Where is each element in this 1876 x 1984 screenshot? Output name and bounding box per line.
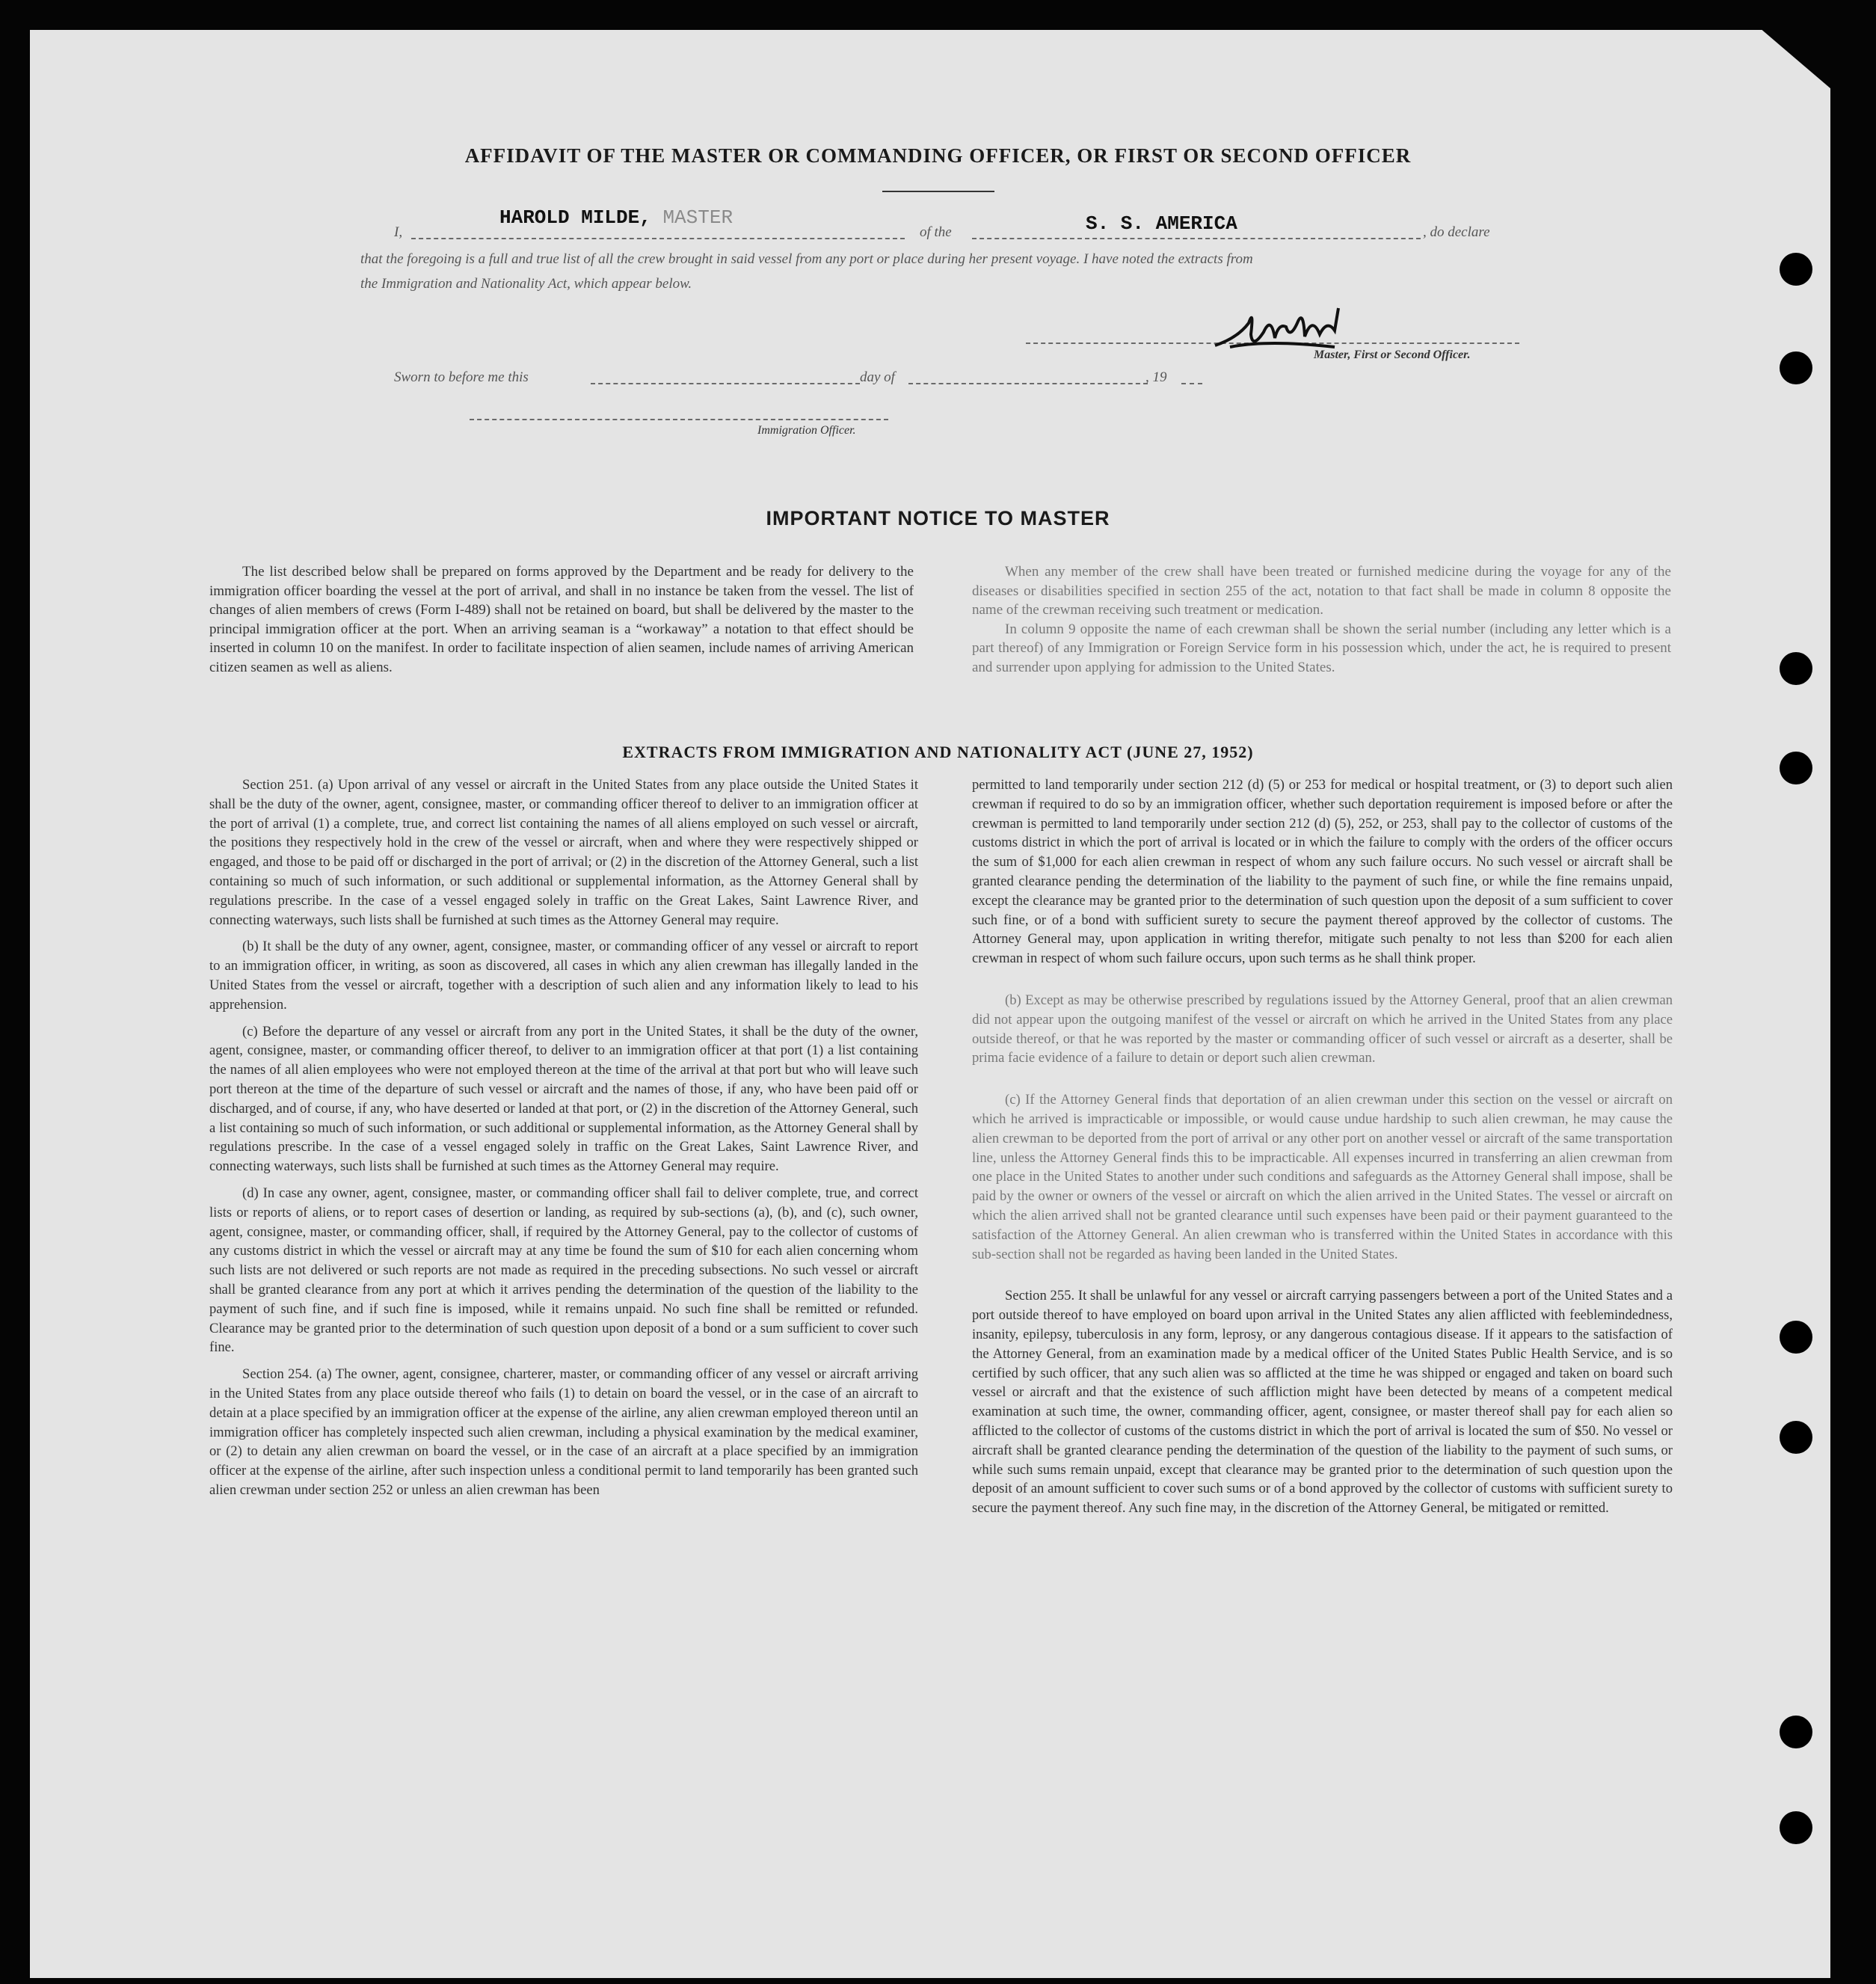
extract-paragraph: (c) If the Attorney General finds that deportation of an alien crewman under this section on the vessel or aircraft on which he arrived is impracticable or impossible, or would cause undue hardship to such alien crewman, he may cause the alien crewman to be deported from the port of arrival or any other port on another vessel or aircraft of the same transportation line, unless the Attorney General finds this to be impracticable. All expenses incurred in transferring an alien crewman from one place in the United States to another under such conditions and safeguards as the Attorney General shall impose, shall be paid by the owner or owners of the vessel or aircraft on which the alien arrived in the United States. The vessel or aircraft on which the alien arrived shall not be granted clearance until such expenses have been paid or their payment guaranteed to the satisfaction of the Attorney General. An alien crewman who is transferred within the United States in accordance with this sub-section shall not be regarded as having been landed in the United States. <box>972 1092 1673 1262</box>
notice-paragraph: The list described below shall be prepared on forms approved by the Department and be ready for delivery to the immigration officer boarding the vessel at the port of arrival, and shall in no instance be taken from the vessel. The list of changes of alien members of crews (Form I-489) shall not be retained on board, but shall be delivered by the master to the principal immigration officer at the port. When an arriving seaman is a “workaway” a notation to that effect should be inserted in column 10 on the manifest. In order to facilitate inspection of alien seamen, include names of arriving American citizen seamen as well as aliens. <box>209 564 914 675</box>
sworn-day-line <box>591 383 860 384</box>
title-rule <box>882 191 994 192</box>
punch-hole <box>1780 1321 1812 1354</box>
extracts-title: EXTRACTS FROM IMMIGRATION AND NATIONALITY ACT (JUNE 27, 1952) <box>622 743 1254 761</box>
declare-label: , do declare <box>1423 224 1490 240</box>
day-of-label: day of <box>860 369 895 385</box>
punch-hole <box>1780 652 1812 685</box>
extract-paragraph: (c) Before the departure of any vessel or aircraft from any port in the United States, it shall be the duty of the owner, agent, consignee, master, or commanding officer thereof, to deliver to an immigration officer at that port (1) a list containing the names of all alien employees who were not employed thereon at the time of the arrival at that port but who will leave such port thereon at the time of the departure of such vessel or aircraft and the names of those, if any, who have been paid off or discharged, and of course, if any, who have deserted or landed at that port, or (2) in the discretion of the Attorney General, such a list containing so much of such information, or such additional or supplemental information, as the Attorney General shall by regulations prescribe. In the case of a vessel engaged solely in traffic on the Great Lakes, Saint Lawrence River, and connecting waterways, such lists shall be furnished at such times as the Attorney General may require. <box>209 1023 918 1175</box>
extract-paragraph: Section 251. (a) Upon arrival of any vessel or aircraft in the United States from any place outside the United States it shall be the duty of the owner, agent, consignee, master, or commanding officer thereof to deliver to an immigration officer at the port of arrival (1) a complete, true, and correct list containing the names of all aliens employed on such vessel or aircraft, the positions they respectively hold in the crew of the vessel or aircraft, when and where they were respectively shipped or engaged, and those to be paid off or discharged in the port of arrival; or (2) in the discretion of the Attorney General, such a list containing so much of such information, or such additional or supplemental information, as the Attorney General shall by regulations prescribe. In the case of a vessel engaged solely in traffic on the Great Lakes, Saint Lawrence River, and connecting waterways, such lists shall be furnished at such times as the Attorney General may require. <box>209 777 918 928</box>
extract-paragraph: (b) It shall be the duty of any owner, agent, consignee, master, or commanding officer of any vessel or aircraft to report to an immigration officer, in writing, as soon as discovered, all cases in which any alien crewman has illegally landed in the United States from the vessel or aircraft, together with a description of such alien and any information likely to lead to his apprehension. <box>209 939 918 1013</box>
of-the-label: of the <box>920 224 952 240</box>
notice-title: IMPORTANT NOTICE TO MASTER <box>766 507 1110 529</box>
affidavit-title: AFFIDAVIT OF THE MASTER OR COMMANDING OFFICER, OR FIRST OR SECOND OFFICER <box>464 144 1412 167</box>
sworn-month-line <box>908 383 1148 384</box>
officer-caption: Immigration Officer. <box>757 424 856 437</box>
master-name-line <box>411 238 905 239</box>
vessel-name-line <box>972 238 1421 239</box>
master-rank: MASTER <box>662 206 734 229</box>
declaration-line-2: the Immigration and Nationality Act, which appear below. <box>360 276 692 292</box>
extract-paragraph: Section 255. It shall be unlawful for any vessel or aircraft carrying passengers between a port of the United States and a port outside thereof to have employed on board upon arrival in the United States any alien afflicted with feeblemindedness, insanity, epilepsy, tuberculosis in any form, leprosy, or any dangerous contagious disease. If it appears to the satisfaction of the Attorney General, from an examination made by a medical officer of the United States Public Health Service, and is so certified by such officer, that any such alien was so afflicted at the time he was shipped or engaged and taken on board such vessel or aircraft and that the existence of such affliction might have been detected by means of a competent medical examination at such time, the owner, commanding officer, agent, consignee, or master thereof shall pay for each alien so afflicted to the collector of customs of the customs district in which the port of arrival is located the sum of $50. No vessel or aircraft shall be granted clearance pending the determination of the question of the liability to the payment of such sums, or while such sums remain unpaid, except that clearance may be granted prior to the determination of such question upon the deposit of an amount sufficient to cover such sums or of a bond approved by the collector of customs with sufficient surety to secure the payment thereof. Any such fine may, in the discretion of the Attorney General, be mitigated or remitted. <box>972 1288 1673 1517</box>
punch-hole <box>1780 1716 1812 1748</box>
master-name: HAROLD MILDE, <box>499 206 651 229</box>
punch-hole <box>1780 351 1812 384</box>
notice-paragraph: In column 9 opposite the name of each crewman shall be shown the serial number (including any letter which is a part thereof) of any Immigration or Foreign Service form in his possession which, under the act, he is required to present and surrender upon applying for admission to the United States. <box>972 621 1671 675</box>
notice-paragraph: When any member of the crew shall have been treated or furnished medicine during the voyage for any of the diseases or disabilities specified in section 255 of the act, notation to that fact shall be made in column 8 opposite the name of the crewman receiving such treatment or medication. <box>972 564 1671 618</box>
sworn-label: Sworn to before me this <box>394 369 529 385</box>
extracts-right-column <box>972 776 1673 1526</box>
punch-hole <box>1780 1421 1812 1454</box>
year-label: , 19 <box>1145 369 1167 385</box>
vessel-name: S. S. AMERICA <box>1086 212 1237 235</box>
punch-hole <box>1780 1811 1812 1844</box>
extracts-left-column <box>209 776 918 1508</box>
signature-caption: Master, First or Second Officer. <box>1314 348 1471 361</box>
i-label: I, <box>394 224 403 240</box>
sworn-year-line <box>1181 383 1202 384</box>
extract-paragraph: permitted to land temporarily under section 212 (d) (5) or 253 for medical or hospital treatment, or (3) to deport such alien crewman if required to do so by an immigration officer, whether such deportation requirement is imposed before or after the crewman is permitted to land temporarily under section 212 (d) (5), 252, or 253, shall pay to the collector of customs of the customs district in which the port of arrival is located or in which the failure to comply with the orders of the officer occurs the sum of $1,000 for each alien crewman in respect of whom any such failure occurs. No such vessel or aircraft shall be granted clearance pending the determination of the liability to the payment of such fine, or while the fine remains unpaid, except the clearance may be granted prior to the determination of such question upon the deposit of a sum sufficient to cover such fine, or of a bond with sufficient surety to secure the payment thereof approved by the collector of customs. The Attorney General may, upon application in writing therefor, mitigate such penalty to not less than $200 for each alien crewman in respect of whom such failure occurs, upon such terms as he shall think proper. <box>972 777 1673 967</box>
immigration-officer-line <box>470 419 888 420</box>
punch-hole <box>1780 253 1812 286</box>
notice-right-column <box>972 562 1671 684</box>
declaration-line-1: that the foregoing is a full and true list of all the crew brought in said vessel from any port or place during her present voyage. I have noted the extracts from <box>360 251 1253 267</box>
extract-paragraph: (d) In case any owner, agent, consignee, master, or commanding officer shall fail to deliver complete, true, and correct lists or reports of aliens, or to report cases of desertion or landing, as required by sub-sections (a), (b), and (c), such owner, agent, consignee, master, or commanding officer, shall, if required by the Attorney General, pay to the collector of customs of any customs district in which the vessel or aircraft may at any time be found the sum of $10 for each alien concerning whom such lists are not delivered or such reports are not made as required in the preceding subsections. No such vessel or aircraft shall be granted clearance from any port at which it arrives pending the determination of the question of the liability to the payment of such fine, and if such fine is imposed, while it remains unpaid. No such fine shall be remitted or refunded. Clearance may be granted prior to the determination of such question upon deposit of a bond or a sum sufficient to cover such fine. <box>209 1185 918 1356</box>
extract-paragraph: Section 254. (a) The owner, agent, consignee, charterer, master, or commanding officer of any vessel or aircraft arriving in the United States from any place outside thereof who fails (1) to detain on board the vessel, or in the case of an aircraft to detain at a place specified by an immigration officer at the expense of the airline, any alien crewman employed thereon until an immigration officer has completely inspected such alien crewman, including a physical examination by the medical examiner, or (2) to detain any alien crewman on board the vessel, or in the case of an aircraft at a place specified by an immigration officer at the expense of the airline, after such inspection unless a conditional permit to land temporarily has been granted such alien crewman under section 252 or unless an alien crewman has been <box>209 1366 918 1498</box>
notice-left-column <box>209 562 914 684</box>
master-name-field <box>499 206 733 229</box>
extract-paragraph: (b) Except as may be otherwise prescribed by regulations issued by the Attorney General, proof that an alien crewman did not appear upon the outgoing manifest of the vessel or aircraft on which he arrived in the United States from any place outside thereof, or that he was reported by the master or commanding officer of such vessel or aircraft as a deserter, shall be prima facie evidence of a failure to detain or deport such alien crewman. <box>972 992 1673 1066</box>
